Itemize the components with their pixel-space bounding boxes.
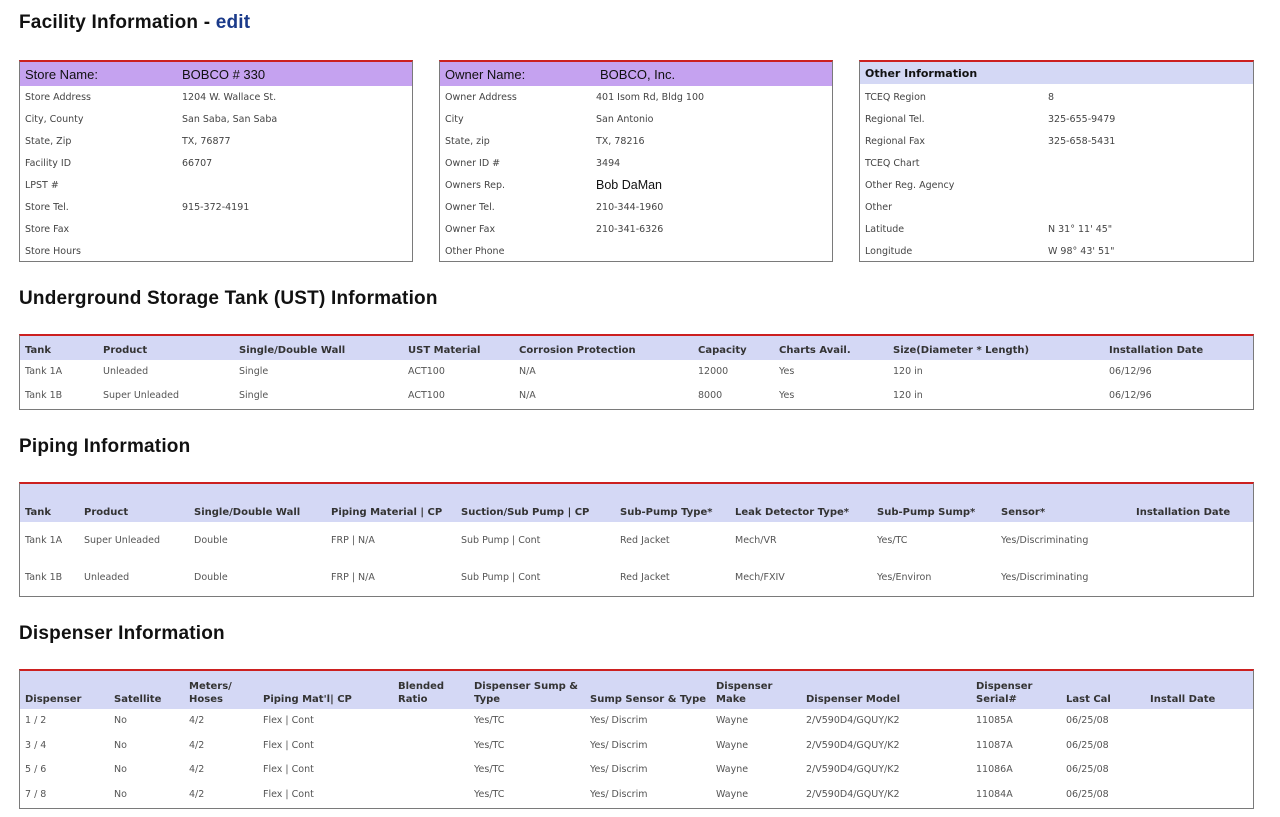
table-cell-install-date [1145, 734, 1253, 759]
other-row-latitude [860, 218, 1253, 240]
other-info-box [859, 60, 1254, 262]
store-row-store-fax [20, 218, 412, 240]
field-value: 210-341-6326 [596, 223, 664, 235]
table-cell-last-cal: 06/25/08 [1066, 788, 1109, 800]
field-value: 66707 [182, 157, 213, 169]
owner-row-owners-rep [440, 174, 832, 196]
owner-row-other-phone [440, 240, 832, 262]
table-cell-dispenser-model: 2/V590D4/GQUY/K2 [806, 764, 900, 776]
field-value: San Saba, San Saba [182, 113, 278, 125]
table-cell-ust-material: ACT100 [408, 366, 445, 377]
store-info-box [19, 60, 413, 262]
store-row-lpst [20, 174, 412, 196]
owner-row-owner-fax [440, 218, 832, 240]
field-label: Owner Tel. [445, 201, 495, 213]
table-row [20, 783, 1253, 808]
field-label: TCEQ Chart [865, 157, 920, 169]
column-header-piping-material-cp: Piping Material | CP [331, 507, 443, 518]
table-cell-dispenser-serial: 11085A [976, 715, 1013, 727]
field-label: Other [865, 201, 892, 213]
table-cell-single-double-wall: Single [239, 390, 269, 401]
field-label: Owner Fax [445, 223, 496, 235]
table-cell-sub-pump-type: Red Jacket [620, 571, 670, 583]
field-value: TX, 76877 [182, 135, 231, 147]
other-row-regional-tel [860, 108, 1253, 130]
table-cell-satellite: No [114, 764, 127, 776]
table-cell-installation-date [1131, 522, 1253, 559]
other-row-other [860, 196, 1253, 218]
field-label: Longitude [865, 245, 913, 257]
dispenser-table [20, 671, 1253, 807]
field-label: LPST # [25, 179, 59, 191]
table-cell-satellite: No [114, 739, 127, 751]
field-value: San Antonio [596, 113, 654, 125]
owner-row-owner-address [440, 86, 832, 108]
field-value: N 31° 11' 45" [1048, 223, 1113, 235]
column-header-leak-detector-type: Leak Detector Type* [735, 507, 849, 518]
table-cell-dispenser-serial: 11084A [976, 788, 1013, 800]
table-cell-tank: Tank 1B [25, 571, 63, 583]
table-cell-sensor: Yes/Discriminating [1001, 571, 1089, 583]
field-label: Facility ID [25, 157, 72, 169]
table-cell-dispenser-make: Wayne [716, 764, 749, 776]
table-cell-dispenser: 5 / 6 [25, 764, 47, 776]
ust-table-box [19, 334, 1254, 410]
column-header-charts-avail: Charts Avail. [779, 345, 851, 356]
column-header-meters-hoses: Meters/ Hoses [189, 681, 232, 705]
table-cell-blended-ratio [393, 709, 469, 734]
table-cell-ust-material: ACT100 [408, 390, 445, 401]
table-cell-dispenser-make: Wayne [716, 715, 749, 727]
owner-row-owner-id [440, 152, 832, 174]
column-header-satellite: Satellite [114, 694, 162, 705]
table-cell-capacity: 12000 [698, 366, 729, 377]
table-cell-piping-mat-l-cp: Flex | Cont [263, 739, 314, 751]
store-row-facility-id [20, 152, 412, 174]
store-row-store-tel [20, 196, 412, 218]
column-header-installation-date: Installation Date [1136, 507, 1231, 518]
table-row [20, 384, 1253, 408]
owner-row-owner-tel [440, 196, 832, 218]
table-cell-dispenser-sump-type: Yes/TC [474, 788, 505, 800]
table-cell-dispenser: 1 / 2 [25, 715, 47, 727]
field-label: Latitude [865, 223, 905, 235]
table-cell-single-double-wall: Single [239, 366, 269, 377]
column-header-dispenser-sump-type: Dispenser Sump & Type [474, 681, 578, 705]
table-cell-dispenser-sump-type: Yes/TC [474, 715, 505, 727]
table-cell-piping-material-cp: FRP | N/A [331, 571, 375, 583]
table-cell-dispenser: 7 / 8 [25, 788, 47, 800]
table-cell-sensor: Yes/Discriminating [1001, 534, 1089, 546]
column-header-blended-ratio: Blended Ratio [398, 681, 445, 705]
column-header-size-diameter-length: Size(Diameter * Length) [893, 345, 1030, 356]
table-cell-sub-pump-sump: Yes/TC [877, 534, 908, 546]
dispenser-heading: Dispenser Information [19, 623, 225, 644]
table-cell-piping-mat-l-cp: Flex | Cont [263, 764, 314, 776]
table-cell-piping-material-cp: FRP | N/A [331, 534, 375, 546]
table-cell-suction-sub-pump-cp: Sub Pump | Cont [461, 534, 541, 546]
column-header-dispenser-model: Dispenser Model [806, 694, 901, 705]
field-label: Regional Fax [865, 135, 926, 147]
table-cell-sump-sensor-type: Yes/ Discrim [590, 739, 648, 751]
other-row-other-reg-agency [860, 174, 1253, 196]
table-cell-satellite: No [114, 788, 127, 800]
column-header-corrosion-protection: Corrosion Protection [519, 345, 636, 356]
field-label: Regional Tel. [865, 113, 925, 125]
field-value: TX, 78216 [596, 135, 645, 147]
field-label: City [445, 113, 464, 125]
table-cell-install-date [1145, 709, 1253, 734]
field-label: Other Reg. Agency [865, 179, 955, 191]
table-cell-sub-pump-sump: Yes/Environ [877, 571, 932, 583]
field-label: Owners Rep. [445, 179, 506, 191]
store-row-city-county [20, 108, 412, 130]
column-header-dispenser-make: Dispenser Make [716, 681, 773, 705]
table-cell-product: Super Unleaded [103, 390, 180, 401]
column-header-sub-pump-type: Sub-Pump Type* [620, 507, 713, 518]
field-label: Store Hours [25, 245, 81, 257]
store-row-store-hours [20, 240, 412, 262]
table-cell-corrosion-protection: N/A [519, 366, 536, 377]
table-cell-last-cal: 06/25/08 [1066, 715, 1109, 727]
column-header-product: Product [84, 507, 129, 518]
table-cell-dispenser-make: Wayne [716, 739, 749, 751]
other-row-longitude [860, 240, 1253, 262]
table-cell-meters-hoses: 4/2 [189, 788, 205, 800]
field-value: 401 Isom Rd, Bldg 100 [596, 91, 705, 103]
table-cell-tank: Tank 1A [25, 366, 63, 377]
other-row-regional-fax [860, 130, 1253, 152]
column-header-sub-pump-sump: Sub-Pump Sump* [877, 507, 976, 518]
column-header-capacity: Capacity [698, 345, 747, 356]
field-label: City, County [25, 113, 84, 125]
column-header-install-date: Install Date [1150, 694, 1216, 705]
table-row [20, 522, 1253, 559]
column-header-piping-mat-l-cp: Piping Mat'l| CP [263, 694, 352, 705]
table-cell-suction-sub-pump-cp: Sub Pump | Cont [461, 571, 541, 583]
table-cell-sump-sensor-type: Yes/ Discrim [590, 715, 648, 727]
owner-name-label: Owner Name: [445, 66, 526, 82]
table-cell-dispenser-model: 2/V590D4/GQUY/K2 [806, 715, 900, 727]
table-cell-single-double-wall: Double [194, 534, 228, 546]
field-value: 210-344-1960 [596, 201, 664, 213]
column-header-ust-material: UST Material [408, 345, 481, 356]
piping-table [20, 484, 1253, 596]
table-cell-charts-avail: Yes [779, 366, 795, 377]
field-label: State, zip [445, 135, 490, 147]
owner-row-city [440, 108, 832, 130]
table-row [20, 709, 1253, 734]
field-label: Store Tel. [25, 201, 69, 213]
table-cell-charts-avail: Yes [779, 390, 795, 401]
table-cell-installation-date: 06/12/96 [1109, 390, 1152, 401]
field-label: TCEQ Region [865, 91, 926, 103]
other-info-header [860, 62, 1253, 84]
table-cell-install-date [1145, 783, 1253, 808]
table-cell-dispenser-model: 2/V590D4/GQUY/K2 [806, 739, 900, 751]
store-row-store-address [20, 86, 412, 108]
table-cell-dispenser-serial: 11087A [976, 739, 1013, 751]
column-header-single-double-wall: Single/Double Wall [194, 507, 301, 518]
piping-table-box [19, 482, 1254, 597]
column-header-last-cal: Last Cal [1066, 694, 1111, 705]
table-cell-dispenser-sump-type: Yes/TC [474, 739, 505, 751]
column-header-product: Product [103, 345, 148, 356]
field-value: 915-372-4191 [182, 201, 250, 213]
table-cell-product: Unleaded [103, 366, 149, 377]
field-label: Store Fax [25, 223, 70, 235]
table-cell-tank: Tank 1B [25, 390, 63, 401]
table-cell-installation-date [1131, 559, 1253, 596]
field-value: 8 [1048, 91, 1055, 103]
table-cell-last-cal: 06/25/08 [1066, 764, 1109, 776]
table-cell-size-diameter-length: 120 in [893, 390, 923, 401]
field-label: Owner ID # [445, 157, 501, 169]
table-cell-installation-date: 06/12/96 [1109, 366, 1152, 377]
field-value: W 98° 43' 51" [1048, 245, 1115, 257]
table-cell-sump-sensor-type: Yes/ Discrim [590, 764, 648, 776]
table-cell-blended-ratio [393, 783, 469, 808]
owner-info-box [439, 60, 833, 262]
piping-heading: Piping Information [19, 436, 191, 457]
field-label: Other Phone [445, 245, 505, 257]
field-label: Owner Address [445, 91, 517, 103]
table-row [20, 734, 1253, 759]
column-header-sump-sensor-type: Sump Sensor & Type [590, 694, 707, 705]
column-header-tank: Tank [25, 345, 52, 356]
table-cell-meters-hoses: 4/2 [189, 739, 205, 751]
other-row-tceq-region [860, 86, 1253, 108]
table-cell-leak-detector-type: Mech/FXIV [735, 571, 785, 583]
table-cell-size-diameter-length: 120 in [893, 366, 923, 377]
column-header-installation-date: Installation Date [1109, 345, 1204, 356]
store-name-row [20, 62, 412, 86]
facility-heading [19, 12, 250, 34]
field-value: 3494 [596, 157, 621, 169]
table-cell-leak-detector-type: Mech/VR [735, 534, 777, 546]
table-cell-dispenser-sump-type: Yes/TC [474, 764, 505, 776]
table-cell-blended-ratio [393, 758, 469, 783]
table-cell-product: Unleaded [84, 571, 130, 583]
column-header-dispenser: Dispenser [25, 694, 82, 705]
table-cell-dispenser-serial: 11086A [976, 764, 1013, 776]
column-header-suction-sub-pump-cp: Suction/Sub Pump | CP [461, 507, 590, 518]
table-cell-capacity: 8000 [698, 390, 723, 401]
table-cell-dispenser-make: Wayne [716, 788, 749, 800]
owner-row-state-zip [440, 130, 832, 152]
table-cell-sub-pump-type: Red Jacket [620, 534, 670, 546]
column-header-tank: Tank [25, 507, 52, 518]
table-cell-meters-hoses: 4/2 [189, 715, 205, 727]
table-cell-piping-mat-l-cp: Flex | Cont [263, 788, 314, 800]
table-cell-dispenser-model: 2/V590D4/GQUY/K2 [806, 788, 900, 800]
field-value: 325-658-5431 [1048, 135, 1116, 147]
store-name-value: BOBCO # 330 [182, 66, 266, 82]
table-cell-install-date [1145, 758, 1253, 783]
table-cell-meters-hoses: 4/2 [189, 764, 205, 776]
column-header-dispenser-serial: Dispenser Serial# [976, 681, 1033, 705]
table-row [20, 758, 1253, 783]
table-cell-single-double-wall: Double [194, 571, 228, 583]
ust-heading: Underground Storage Tank (UST) Information [19, 288, 438, 309]
column-header-sensor: Sensor* [1001, 507, 1046, 518]
table-cell-sump-sensor-type: Yes/ Discrim [590, 788, 648, 800]
table-cell-tank: Tank 1A [25, 534, 63, 546]
owner-name-row [440, 62, 832, 86]
field-label: Store Address [25, 91, 91, 103]
table-cell-satellite: No [114, 715, 127, 727]
table-cell-dispenser: 3 / 4 [25, 739, 47, 751]
ust-table [20, 336, 1253, 408]
facility-title: Facility Information - [19, 12, 216, 33]
dispenser-table-box [19, 669, 1254, 809]
field-value: Bob DaMan [596, 178, 663, 192]
store-row-state-zip [20, 130, 412, 152]
field-value: 1204 W. Wallace St. [182, 91, 277, 103]
table-cell-piping-mat-l-cp: Flex | Cont [263, 715, 314, 727]
field-value: 325-655-9479 [1048, 113, 1116, 125]
table-cell-product: Super Unleaded [84, 534, 161, 546]
other-row-tceq-chart [860, 152, 1253, 174]
owner-name-value: BOBCO, Inc. [600, 66, 676, 82]
table-cell-corrosion-protection: N/A [519, 390, 536, 401]
store-name-label: Store Name: [25, 66, 98, 82]
column-header-single-double-wall: Single/Double Wall [239, 345, 346, 356]
edit-link[interactable]: edit [215, 12, 251, 33]
field-label: State, Zip [25, 135, 72, 147]
table-row [20, 559, 1253, 596]
table-cell-last-cal: 06/25/08 [1066, 739, 1109, 751]
table-cell-blended-ratio [393, 734, 469, 759]
other-info-title: Other Information [865, 66, 978, 80]
table-row [20, 360, 1253, 384]
